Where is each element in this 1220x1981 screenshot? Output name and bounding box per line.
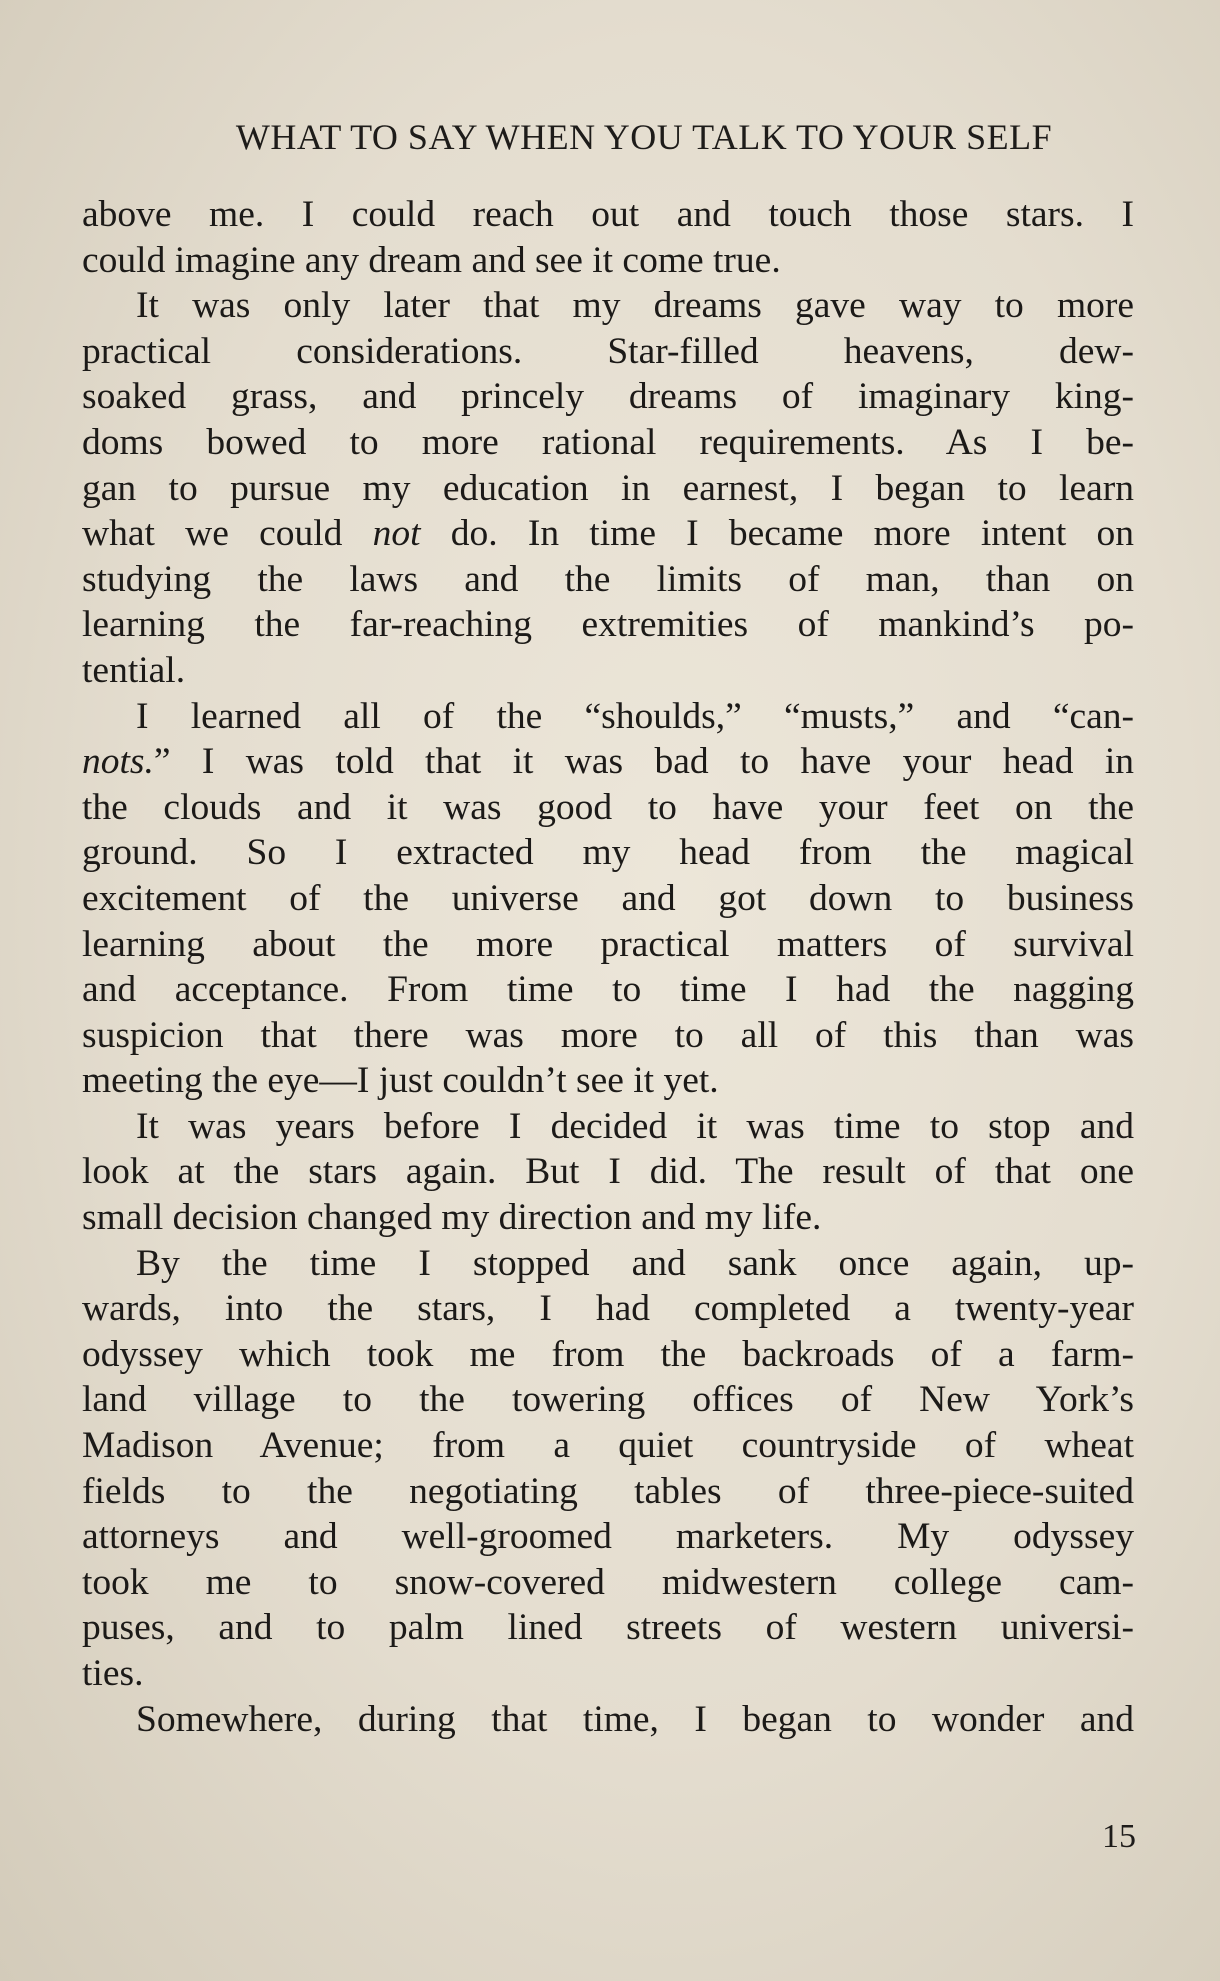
text-line: excitement of the universe and got down to business (82, 877, 1134, 919)
text-line: gan to pursue my education in earnest, I began to learn (82, 467, 1134, 509)
text-line: took me to snow-covered midwestern college cam- (82, 1561, 1134, 1603)
text-line: small decision changed my direction and my life. (82, 1197, 822, 1239)
text-line: Somewhere, during that time, I began to wonder and (136, 1698, 1134, 1740)
italic-emphasis: not (372, 513, 421, 555)
text-line: I learned all of the “shoulds,” “musts,” and “can- (136, 695, 1134, 737)
text-line: It was only later that my dreams gave way to more (136, 285, 1134, 327)
text-line: puses, and to palm lined streets of western universi- (82, 1607, 1134, 1649)
text-line: doms bowed to more rational requirements. As I be- (82, 421, 1134, 463)
text-line: practical considerations. Star-filled heavens, dew- (82, 330, 1134, 372)
text-line: above me. I could reach out and touch those stars. I (82, 194, 1134, 235)
text-line: fields to the negotiating tables of three-piece-suited (82, 1470, 1134, 1512)
text-line: wards, into the stars, I had completed a twenty-year (82, 1288, 1134, 1330)
italic-emphasis: nots. (82, 741, 154, 783)
text-line: By the time I stopped and sank once again, up- (136, 1242, 1134, 1284)
text-line: It was years before I decided it was time to stop and (136, 1105, 1134, 1147)
page-number: 15 (1102, 1818, 1136, 1855)
text-line: studying the laws and the limits of man, than on (82, 558, 1134, 600)
text-line: what we could not do. In time I became more intent on (82, 513, 1135, 555)
text-line: odyssey which took me from the backroads of a farm- (82, 1333, 1134, 1375)
text-line: tential. (82, 649, 186, 691)
body-text (82, 192, 1134, 1742)
text-line: meeting the eye—I just couldn’t see it yet. (82, 1060, 719, 1102)
text-line: suspicion that there was more to all of this than was (82, 1014, 1134, 1056)
text-line: ground. So I extracted my head from the magical (82, 832, 1134, 874)
text-line: ties. (82, 1653, 144, 1694)
text-line: land village to the towering offices of New York’s (82, 1379, 1134, 1421)
text-line: attorneys and well-groomed marketers. My odyssey (82, 1516, 1134, 1558)
text-line: and acceptance. From time to time I had the nagging (82, 969, 1134, 1011)
text-line: the clouds and it was good to have your feet on the (82, 786, 1134, 828)
text-line: soaked grass, and princely dreams of imaginary king- (82, 376, 1134, 418)
text-line: look at the stars again. But I did. The result of that one (82, 1151, 1134, 1193)
text-line: Madison Avenue; from a quiet countryside of wheat (82, 1425, 1134, 1467)
running-head: WHAT TO SAY WHEN YOU TALK TO YOUR SELF (235, 117, 1053, 157)
text-line: nots.” I was told that it was bad to have your head in (82, 741, 1134, 783)
text-line: learning about the more practical matters of survival (82, 923, 1134, 965)
text-line: could imagine any dream and see it come true. (82, 239, 781, 281)
text-line: learning the far-reaching extremities of mankind’s po- (82, 604, 1134, 646)
